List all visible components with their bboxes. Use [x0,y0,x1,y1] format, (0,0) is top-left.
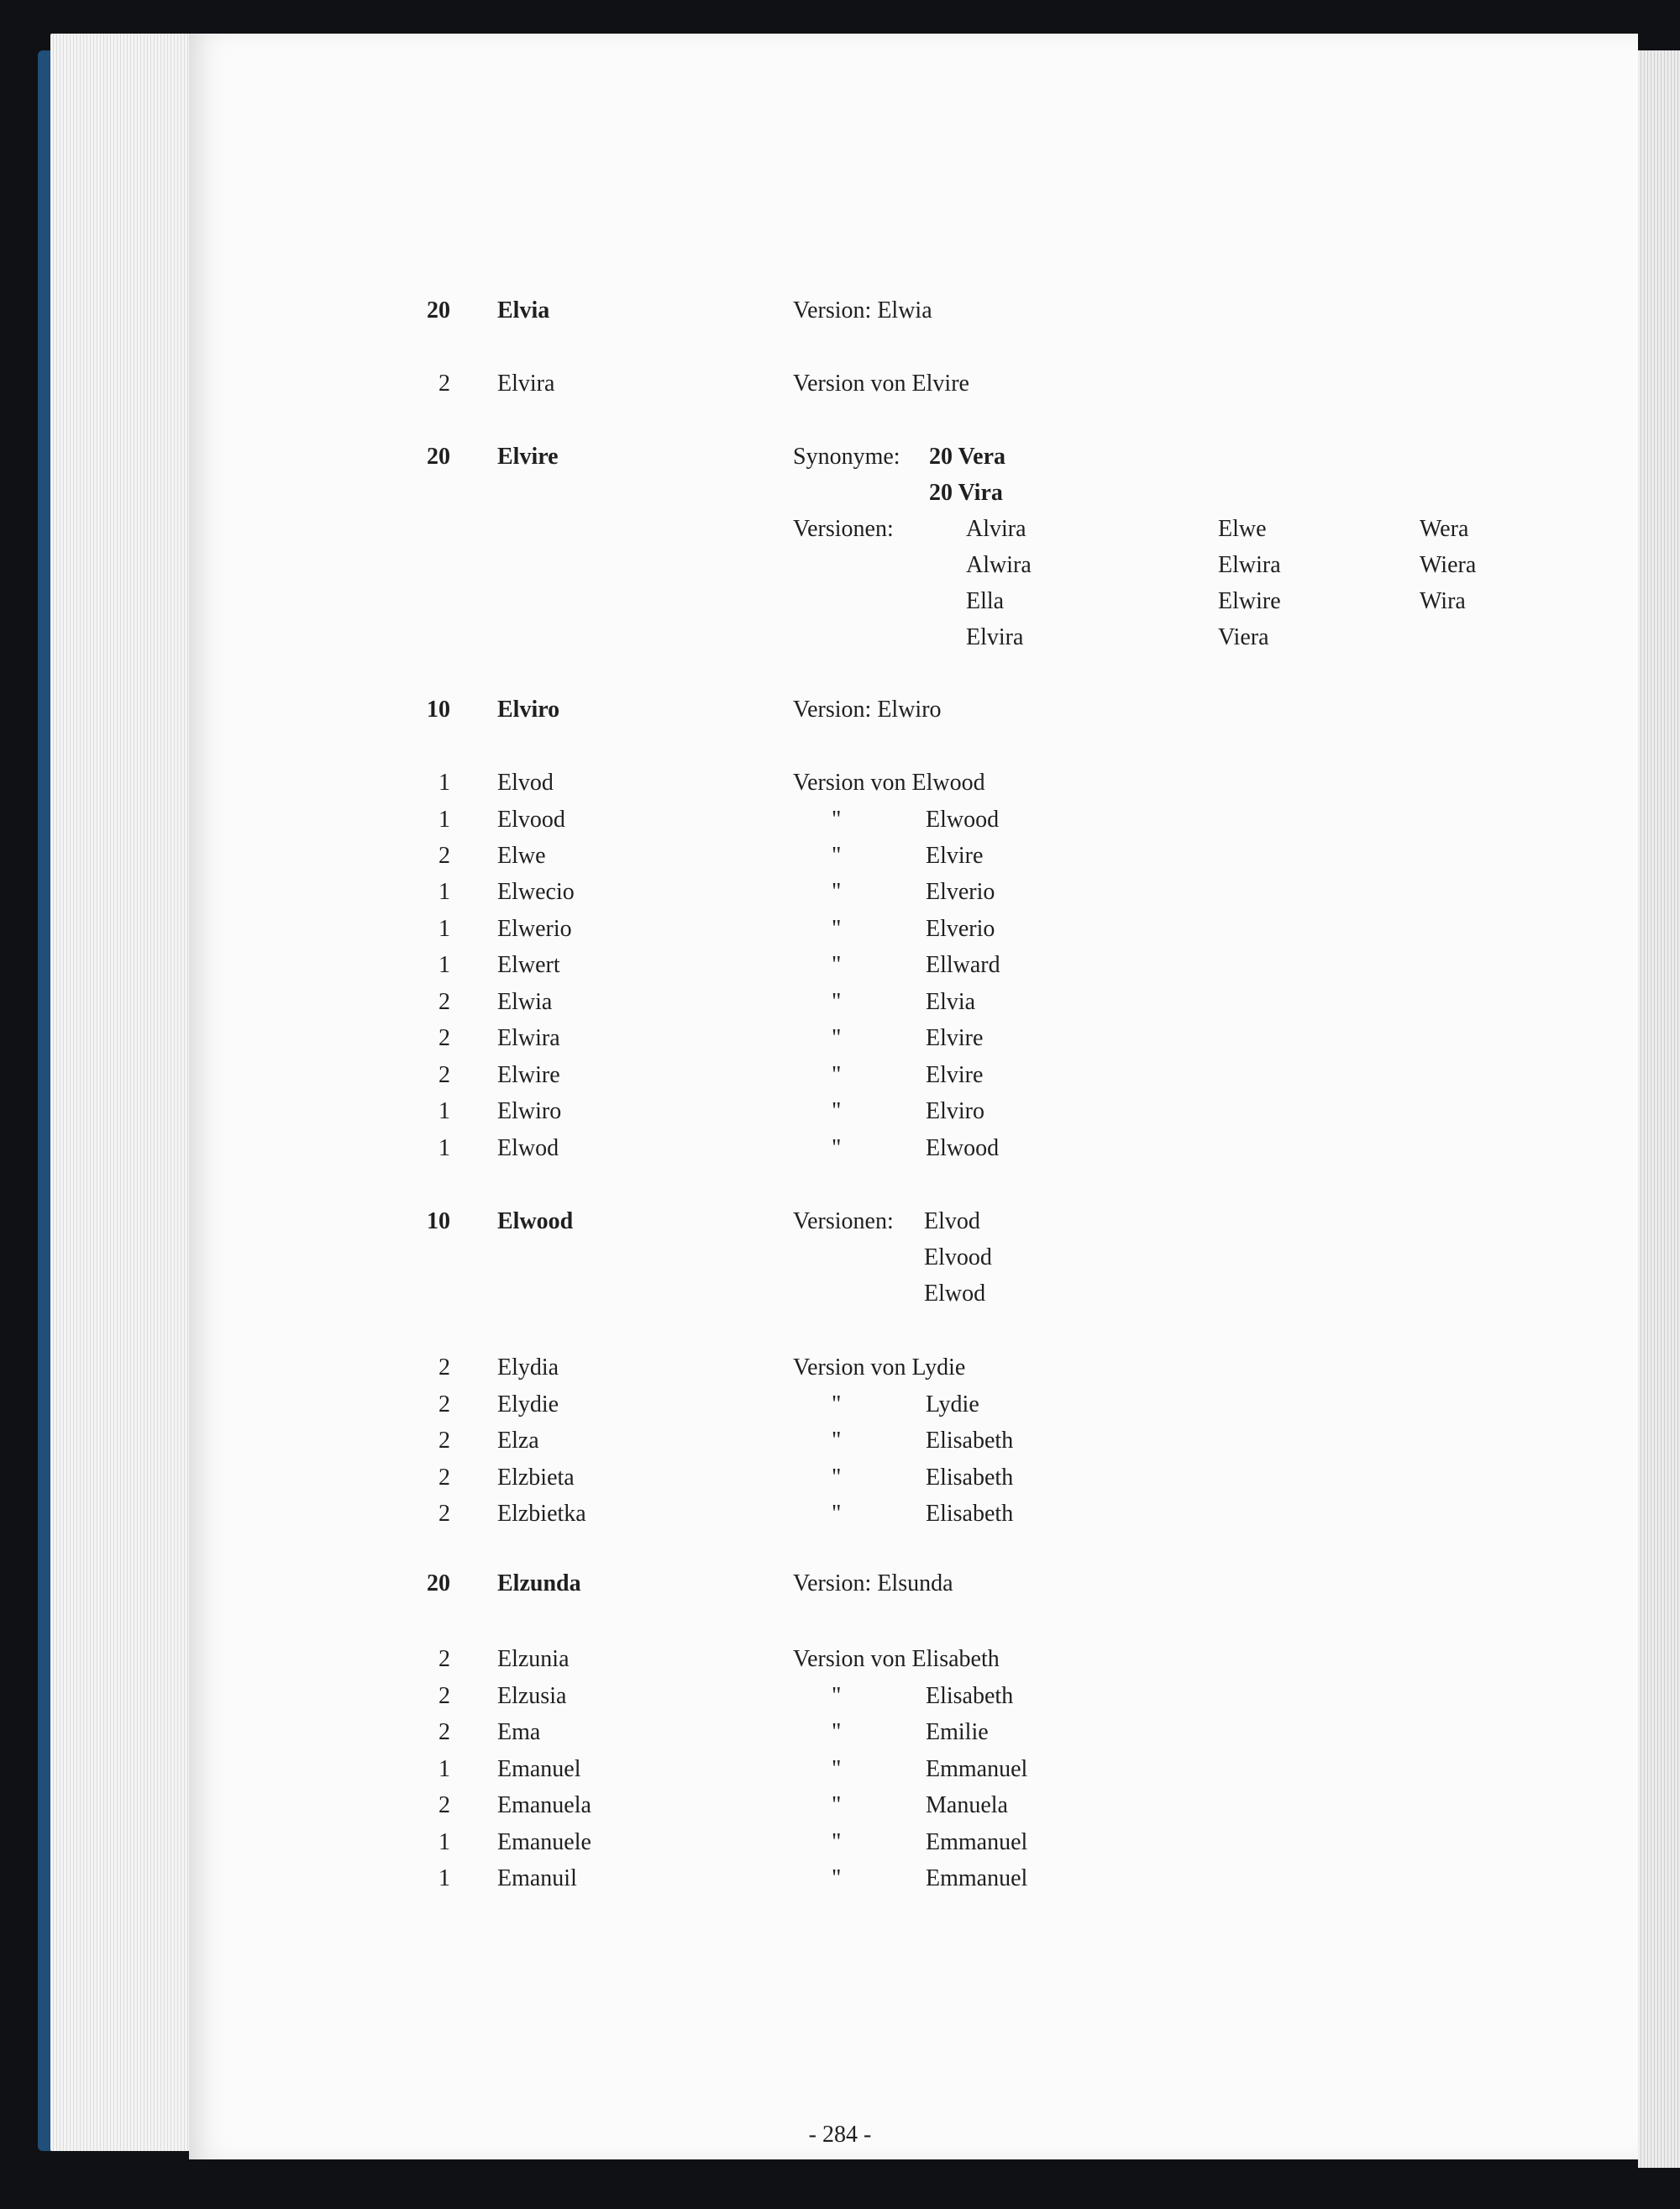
entry-count: 1 [438,1829,450,1855]
version-name: Viera [1218,624,1269,650]
entry-name: Elwira [497,1025,560,1051]
version-name: Elwire [1218,588,1281,614]
entry-name: Elzbieta [497,1465,575,1491]
entry-count: 1 [438,1865,450,1891]
ditto-mark: " [832,1829,842,1855]
version-name: Elvira [966,624,1024,650]
version-name: Alwira [966,552,1032,578]
entry-reference: Emmanuel [926,1829,1028,1855]
entry-description: Version: Elwia [793,297,932,323]
entry-name: Elwe [497,843,546,869]
entry-count: 2 [438,1025,450,1051]
entry-reference: Elvire [926,843,984,869]
version-name: Elwira [1218,552,1281,578]
entry-reference: Elvire [926,1025,984,1051]
entry-name: Elydia [497,1354,559,1381]
entry-name: Elzunia [497,1646,570,1672]
entry-count: 20 [427,444,450,470]
entry-count: 1 [438,807,450,833]
entry-reference: Elwood [926,807,1000,833]
entry-name: Elwia [497,989,553,1015]
entry-count: 1 [438,879,450,905]
ditto-mark: " [832,1135,842,1161]
entry-count: 2 [438,989,450,1015]
entry-count: 2 [438,843,450,869]
entry-name: Emanuele [497,1829,591,1855]
versions-label: Versionen: [793,1208,894,1234]
entry-count: 2 [438,1501,450,1527]
page-edges-left [50,34,202,2151]
entry-reference: Ellward [926,952,1000,978]
entry-count: 1 [438,1098,450,1124]
entry-name: Elvood [497,807,565,833]
entry-name: Elvod [497,770,554,796]
entry-count: 2 [438,1428,450,1454]
version-name: Elwod [924,1281,986,1307]
entry-reference: Elvire [926,1062,984,1088]
entry-reference: Elisabeth [926,1428,1014,1454]
entry-name: Elwiro [497,1098,562,1124]
version-name: Elwe [1218,516,1267,542]
synonym: 20 Vera [929,444,1005,470]
ditto-mark: " [832,807,842,833]
entry-count: 2 [438,1391,450,1417]
entry-name: Elwod [497,1135,559,1161]
entry-reference: Emilie [926,1719,989,1745]
entry-reference: Emmanuel [926,1865,1028,1891]
entry-reference: Elisabeth [926,1501,1014,1527]
entry-count: 2 [438,1646,450,1672]
entry-name: Elwecio [497,879,575,905]
entry-name: Elviro [497,697,560,723]
entry-description: Version von Elvire [793,371,969,397]
entry-reference: Elisabeth [926,1465,1014,1491]
entry-count: 2 [438,1719,450,1745]
entry-count: 10 [427,1208,450,1234]
version-name: Ella [966,588,1005,614]
ditto-mark: " [832,1025,842,1051]
entry-count: 2 [438,1354,450,1381]
ditto-mark: " [832,1756,842,1782]
entry-reference: Manuela [926,1792,1008,1818]
entry-reference: Elvia [926,989,976,1015]
entry-name: Elzbietka [497,1501,586,1527]
entry-count: 1 [438,1135,450,1161]
entry-name: Elydie [497,1391,559,1417]
entry-count: 2 [438,1062,450,1088]
entry-count: 1 [438,770,450,796]
entry-count: 2 [438,1792,450,1818]
entry-count: 20 [427,1570,450,1596]
entry-reference: Emmanuel [926,1756,1028,1782]
entry-reference: Lydie [926,1391,979,1417]
ditto-mark: " [832,989,842,1015]
synonym: 20 Vira [929,480,1003,506]
entry-name: Elvia [497,297,550,323]
entry-name: Emanuela [497,1792,591,1818]
entry-name: Elwire [497,1062,560,1088]
ditto-mark: " [832,1792,842,1818]
entry-count: 20 [427,297,450,323]
entry-reference: Elverio [926,879,995,905]
entry-reference: Elwood [926,1135,1000,1161]
synonyms-label: Synonyme: [793,444,900,470]
version-name: Wera [1420,516,1469,542]
entry-description: Version: Elwiro [793,697,942,723]
ditto-mark: " [832,1683,842,1709]
ditto-mark: " [832,843,842,869]
entry-description: Version: Elsunda [793,1570,953,1596]
ditto-mark: " [832,952,842,978]
ditto-mark: " [832,879,842,905]
entry-count: 2 [438,371,450,397]
entry-name: Elza [497,1428,539,1454]
entry-description: Version von Elisabeth [793,1646,1000,1672]
entry-count: 10 [427,697,450,723]
ditto-mark: " [832,1062,842,1088]
entry-count: 1 [438,952,450,978]
ditto-mark: " [832,1391,842,1417]
ditto-mark: " [832,1098,842,1124]
entry-name: Elzunda [497,1570,581,1596]
entry-name: Elzusia [497,1683,567,1709]
entry-count: 2 [438,1465,450,1491]
ditto-mark: " [832,1428,842,1454]
ditto-mark: " [832,1501,842,1527]
entry-name: Elwood [497,1208,574,1234]
entry-count: 2 [438,1683,450,1709]
entry-count: 1 [438,1756,450,1782]
versions-label: Versionen: [793,516,894,542]
entry-name: Emanuil [497,1865,577,1891]
entry-name: Emanuel [497,1756,581,1782]
entry-reference: Elisabeth [926,1683,1014,1709]
version-name: Wiera [1420,552,1477,578]
entry-reference: Elviro [926,1098,984,1124]
ditto-mark: " [832,1465,842,1491]
entry-name: Elvire [497,444,559,470]
page-number: - 284 - [808,2122,872,2148]
entry-name: Elwert [497,952,560,978]
version-name: Wira [1420,588,1466,614]
version-name: Elvod [924,1208,980,1234]
entry-count: 1 [438,916,450,942]
ditto-mark: " [832,1719,842,1745]
ditto-mark: " [832,1865,842,1891]
version-name: Elvood [924,1244,992,1270]
entry-name: Elvira [497,371,555,397]
entry-description: Version von Elwood [793,770,985,796]
entry-name: Ema [497,1719,541,1745]
entry-name: Elwerio [497,916,572,942]
page-edges-right [1638,50,1680,2168]
ditto-mark: " [832,916,842,942]
entry-description: Version von Lydie [793,1354,966,1381]
entry-reference: Elverio [926,916,995,942]
version-name: Alvira [966,516,1026,542]
